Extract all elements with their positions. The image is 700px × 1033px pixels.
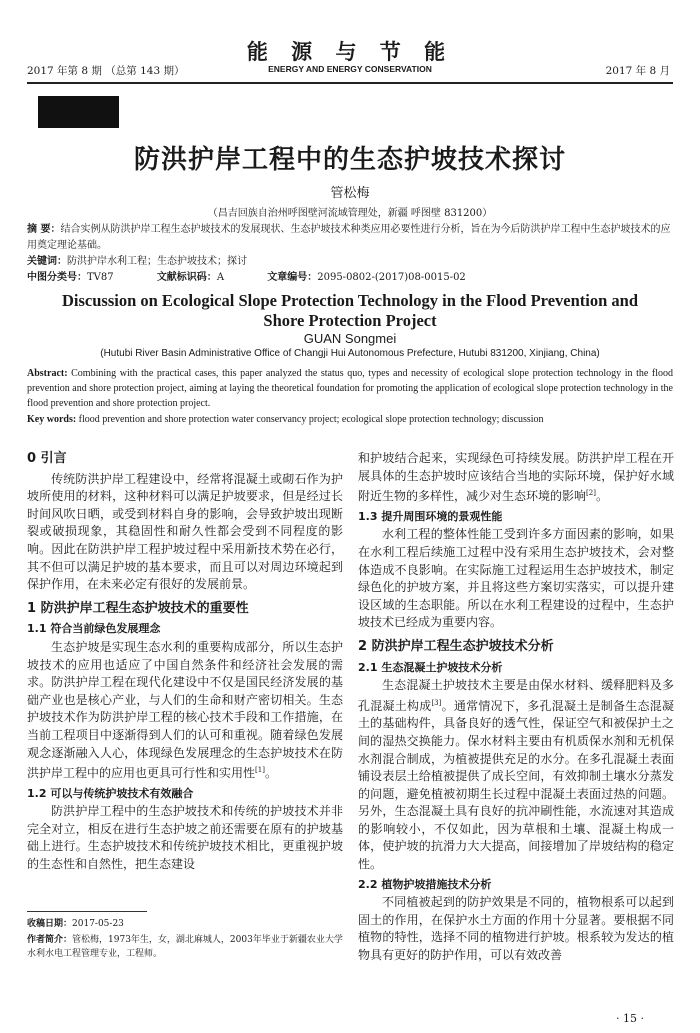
- section-1-1-heading: 1.1 符合当前绿色发展理念: [27, 622, 161, 636]
- doc-code-label: 文献标识码：: [156, 272, 217, 283]
- right-column: [358, 450, 674, 965]
- section-2-1-text-b: 。通常情况下，多孔混凝土是制备生态混凝土的基础构件，具备良好的透气性，保证空气和被保护土之间的湿热交换能力。保水材料主要由有机质保水剂和无机保水剂混合制成，为植被提供充足的水分。在多孔混凝土表面铺设表层土给植被提供了成长空间，有效抑制土壤水分蒸发的问题，避免植被初期生长过程中混凝土表面过热的问题。另外，生态混凝土具有良好的抗冲刷性能，水流速对其造成的影响较小，不仅如此，因为草根和土壤、混凝土构成一体，使护坡的抗滑力大大提高，间接增加了岸坡结构的稳定性。: [358, 698, 674, 872]
- classification-line: [27, 270, 673, 286]
- author-bio: [27, 933, 343, 961]
- continued-text: 和护坡结合起来，实现绿色可持续发展。防洪护岸工程在开展具体的生态护坡时应该结合当地的实际环境，保护好水域附近生物的多样性，减少对生态环境的影响: [358, 451, 674, 504]
- redaction-block: [38, 96, 119, 128]
- section-1-heading: 1 防洪护岸工程生态护坡技术的重要性: [27, 600, 249, 616]
- journal-masthead: [0, 40, 700, 74]
- section-1-1-paragraph: [27, 639, 343, 783]
- section-1-3-heading: 1.3 提升周围环境的景观性能: [358, 509, 503, 523]
- article-no-label: 文章编号：: [267, 272, 318, 283]
- citation-2: [2]: [586, 489, 596, 498]
- citation-1: [1]: [255, 766, 265, 775]
- section-2-1-text-a: 生态混凝土护坡技术主要是由保水材料、缓释肥料及多孔混凝土构成: [358, 678, 674, 713]
- section-0-paragraph: 传统防洪护岸工程建设中，经常将混凝土或砌石作为护坡所使用的材料，这种材料可以满足护坡要求，但是经过长时间风吹日晒，或受到材料自身的影响，会导致护坡出现断裂或破损现象，其稳固性和耐久性都会受到不同程度的影响。因此在防洪护岸工程护坡过程中采用新技术势在必行，其不但可以满足护坡的基本要求，而且可以对周边环境起到保护作用，在未来必定有很好的发展前景。: [27, 471, 343, 592]
- keywords-en-text: flood prevention and shore protection water conservancy project; ecological slope protection technology; discussion: [78, 414, 544, 425]
- doc-code-value: A: [216, 272, 225, 283]
- section-1-1-end: 。: [264, 766, 277, 781]
- author-cn: 管松梅: [330, 186, 370, 201]
- header-rule: [27, 82, 673, 84]
- paper-title-cn: 防洪护岸工程中的生态护坡技术探讨: [133, 145, 566, 175]
- issue-info: 2017 年第 8 期 （总第 143 期）: [27, 65, 185, 77]
- abstract-cn-label: 摘 要：: [27, 224, 61, 235]
- author-bio-label: 作者简介：: [27, 935, 73, 945]
- keywords-cn-label: 关键词：: [27, 256, 67, 267]
- author-bio-text: 管松梅，1973年生，女，湖北麻城人，2003年毕业于新疆农业大学水利水电工程管理专业，工程师。: [27, 935, 343, 959]
- keywords-en-label: Key words:: [27, 414, 77, 425]
- section-0-heading: 0 引言: [27, 451, 67, 466]
- section-1-2-paragraph: 防洪护岸工程中的生态护坡技术和传统的护坡技术并非完全对立，相反在进行生态护坡之前还需要在原有的护坡基础上进行。生态护坡技术和传统护坡技术相比，更重视护坡的生态性和自然性，把生态建设: [27, 804, 343, 872]
- abstract-en-label: Abstract:: [27, 368, 68, 379]
- affiliation-en: (Hutubi River Basin Administrative Office of Changji Hui Autonomous Prefecture, Hutubi 831200, Xinjiang, China): [100, 348, 600, 359]
- abstract-en: [27, 366, 673, 411]
- abstract-en-text: Combining with the practical cases, this paper analyzed the status quo, types and necessity of ecological slope protection technology in the flood prevention and shore protection project, aiming at laying the theoretical foundation for promoting the application of ecological slope protection technology in the flood prevention and shore protection project.: [27, 368, 673, 409]
- section-2-2-paragraph: 不同植被起到的防护效果是不同的，植物根系可以起到固土的作用，在保护水土方面的作用十分显著。要根据不同植物的特性，选择不同的植物进行护坡。根系较为发达的植物具有更好的防护作用，可以有效改善: [358, 895, 674, 963]
- keywords-cn: [27, 254, 673, 270]
- section-2-heading: 2 防洪护岸工程生态护坡技术分析: [358, 638, 554, 654]
- abstract-cn: [27, 222, 673, 254]
- received-label: 收稿日期：: [27, 919, 73, 929]
- received-date: [27, 917, 343, 931]
- journal-name-cn: 能 源 与 节 能: [246, 39, 454, 64]
- keywords-cn-text: 防洪护岸水利工程；生态护坡技术；探讨: [67, 256, 247, 267]
- section-1-2-heading: 1.2 可以与传统护坡技术有效融合: [27, 786, 194, 800]
- page-number: · 15 ·: [616, 1012, 644, 1025]
- clc-value: TV87: [87, 272, 114, 283]
- citation-3: [3]: [431, 698, 442, 707]
- abstract-cn-text: 结合实例从防洪护岸工程生态护坡技术的发展现状、生态护坡技术种类应用必要性进行分析，旨在为今后防洪护岸工程中生态护坡技术的应用奠定理论基础。: [27, 224, 671, 251]
- paper-title-en: Discussion on Ecological Slope Protection Technology in the Flood Prevention and Shore Protection Project: [61, 291, 639, 330]
- section-2-2-heading: 2.2 植物护坡措施技术分析: [358, 877, 492, 891]
- clc-label: 中图分类号：: [27, 272, 87, 283]
- section-1-1-text: 生态护坡是实现生态水利的重要构成部分，所以生态护坡技术的应用也适应了中国自然条件和经济社会发展的需求。防洪护岸工程在现代化建设中不仅是国民经济发展的基础产业也是核心产业，与人们的生命和财产密切相关。生态护坡技术作为防洪护岸工程的核心技术手段和工作措施，在当前工程项目中逐渐得到人们的认可和重视。随着绿色发展观念逐渐融入人心，体现绿色发展理念的生态护坡技术在防洪护岸工程中的应用也更具可行性和实用性: [27, 639, 343, 781]
- footnote-rule: [27, 911, 147, 912]
- article-no-value: 2095-0802-(2017)08-0015-02: [317, 272, 466, 283]
- journal-name-en: ENERGY AND ENERGY CONSERVATION: [268, 64, 432, 74]
- affiliation-cn: （昌吉回族自治州呼图壁河流域管理处，新疆 呼图壁 831200）: [207, 208, 493, 219]
- received-value: 2017-05-23: [72, 919, 124, 929]
- issue-date: 2017 年 8 月: [605, 65, 670, 77]
- section-2-1-paragraph: [358, 677, 674, 874]
- left-column: [27, 450, 343, 874]
- continued-paragraph: [358, 450, 674, 506]
- section-1-3-paragraph: 水利工程的整体性能工受到许多方面因素的影响，如果在水利工程后续施工过程中没有采用生态护坡技术，会对整体造成不良影响。在实际施工过程运用生态护坡技术，制定绿色化的护坡方案，并且将这些方案切实落实，可以提升建设区域的生态职能。所以在水利工程建设的过程中，生态护坡技术已经成为重要内容。: [358, 527, 674, 630]
- continued-end: 。: [595, 489, 608, 504]
- keywords-en: [27, 412, 673, 427]
- author-en: GUAN Songmei: [303, 331, 397, 346]
- section-2-1-heading: 2.1 生态混凝土护坡技术分析: [358, 660, 503, 674]
